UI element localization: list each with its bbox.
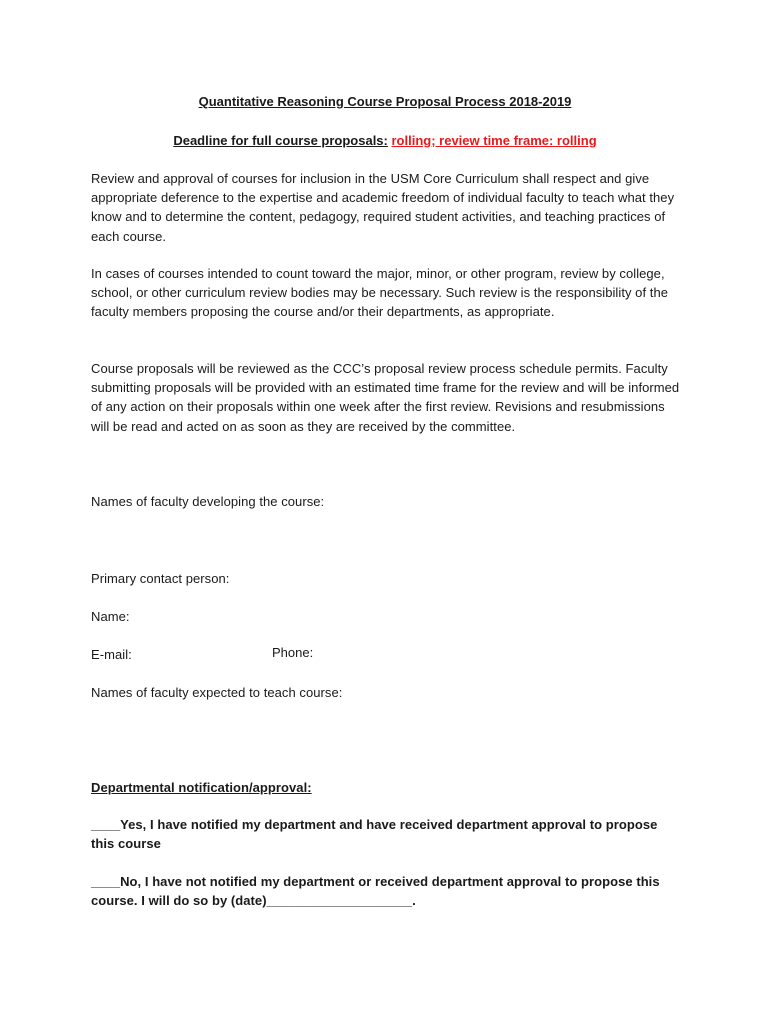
deadline-label: Deadline for full course proposals: bbox=[173, 133, 388, 148]
page-title: Quantitative Reasoning Course Proposal Process 2018-2019 bbox=[198, 94, 572, 109]
faculty-teaching-label: Names of faculty expected to teach course: bbox=[91, 685, 343, 700]
email-label: E-mail: bbox=[91, 647, 132, 662]
paragraph-review-schedule: Course proposals will be reviewed as the CCC’s proposal review process schedule permits. Faculty submitting proposals will be provided with an estimated time frame for the review and will be informed of any action on their proposals within one week after the first review. Revisions and resubmissions will be read and acted on as soon as they are received by the committee. bbox=[91, 361, 680, 434]
phone-label: Phone: bbox=[272, 645, 314, 660]
deadline-line bbox=[0, 133, 770, 148]
name-label: Name: bbox=[91, 609, 130, 624]
approval-heading: Departmental notification/approval: bbox=[91, 780, 312, 795]
primary-contact-label: Primary contact person: bbox=[91, 571, 230, 586]
faculty-developing-label: Names of faculty developing the course: bbox=[91, 494, 325, 509]
paragraph-program-review: In cases of courses intended to count toward the major, minor, or other program, review by college, school, or other curriculum review bodies may be necessary. Such review is the responsibility of the faculty members proposing the course and/or their departments, as appropriate. bbox=[91, 266, 669, 320]
deadline-value: rolling; review time frame: rolling bbox=[391, 133, 597, 148]
approval-yes-option: ____Yes, I have notified my department and have received department approval to propose this course bbox=[91, 817, 658, 852]
approval-no-option: ____No, I have not notified my department or received department approval to propose this course. I will do so by (date)____________________. bbox=[91, 874, 660, 909]
paragraph-review-approval: Review and approval of courses for inclusion in the USM Core Curriculum shall respect and give appropriate deference to the expertise and academic freedom of individual faculty to teach what they know and to determine the content, pedagogy, required student activities, and teaching practices of each course. bbox=[91, 171, 675, 244]
